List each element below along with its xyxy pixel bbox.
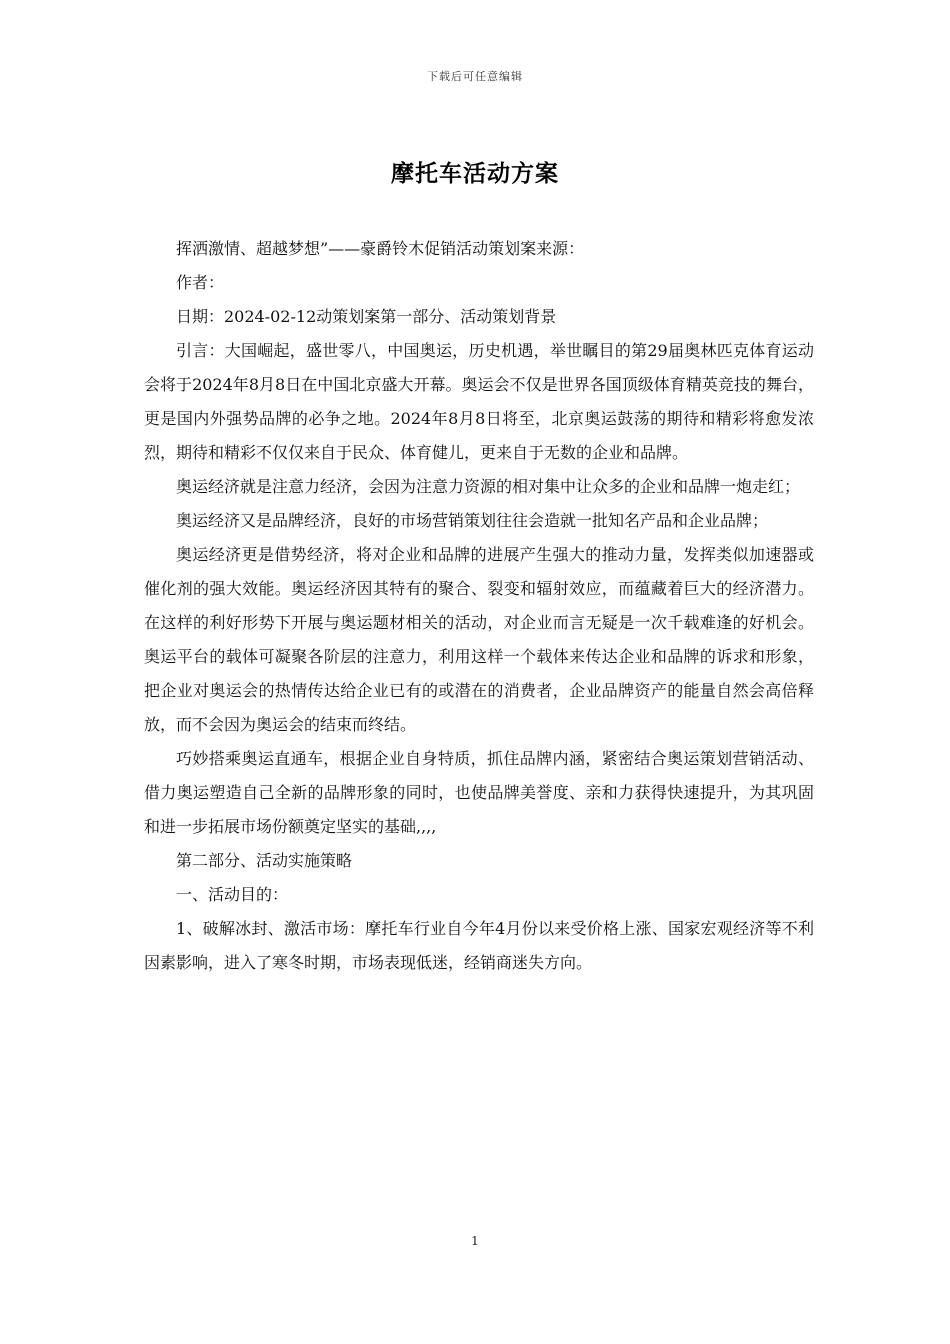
section-heading: 第二部分、活动实施策略	[176, 851, 353, 870]
paragraph: 奥运经济更是借势经济，将对企业和品牌的进展产生强大的推动力量，发挥类似加速器或催化剂的强大效能。奥运经济因其特有的聚合、裂变和辐射效应，而蕴藏着巨大的经济潜力。在这样的利好形势下开展与奥运题材相关的活动，对企业而言无疑是一次千载难逢的好机会。奥运平台的载体可凝聚各阶层的注意力，利用这样一个载体来传达企业和品牌的诉求和形象，把企业对奥运会的热情传达给企业已有的或潜在的消费者，企业品牌资产的能量自然会高倍释放，而不会因为奥运会的结束而终结。	[144, 545, 814, 734]
page-number: 1	[471, 1234, 479, 1248]
paragraph: 巧妙搭乘奥运直通车，根据企业自身特质，抓住品牌内涵，紧密结合奥运策划营销活动、借力奥运塑造自己全新的品牌形象的同时，也使品牌美誉度、亲和力获得快速提升，为其巩固和进一步拓展市场份额奠定坚实的基础,,,,	[144, 749, 814, 836]
document-body	[144, 232, 814, 980]
paragraph: 挥洒激情、超越梦想”——豪爵铃木促销活动策划案来源：	[176, 239, 585, 258]
page-header-note: 下载后可任意编辑	[427, 70, 523, 83]
paragraph: 引言：大国崛起，盛世零八，中国奥运，历史机遇，举世瞩目的第29届奥林匹克体育运动会将于2024年8月8日在中国北京盛大开幕。奥运会不仅是世界各国顶级体育精英竞技的舞台，更是国内外强势品牌的必争之地。2024年8月8日将至，北京奥运鼓荡的期待和精彩将愈发浓烈，期待和精彩不仅仅来自于民众、体育健儿，更来自于无数的企业和品牌。	[144, 341, 814, 462]
paragraph: 奥运经济就是注意力经济，会因为注意力资源的相对集中让众多的企业和品牌一炮走红；	[176, 477, 801, 496]
paragraph: 作者：	[176, 273, 225, 292]
paragraph: 奥运经济又是品牌经济，良好的市场营销策划往往会造就一批知名产品和企业品牌；	[176, 511, 769, 530]
paragraph: 日期：2024-02-12动策划案第一部分、活动策划背景	[176, 307, 557, 326]
paragraph: 1、破解冰封、激活市场：摩托车行业自今年4月份以来受价格上涨、国家宏观经济等不利因素影响，进入了寒冬时期，市场表现低迷，经销商迷失方向。	[144, 919, 814, 972]
subsection-heading: 一、活动目的：	[176, 885, 289, 904]
document-title: 摩托车活动方案	[391, 160, 559, 187]
